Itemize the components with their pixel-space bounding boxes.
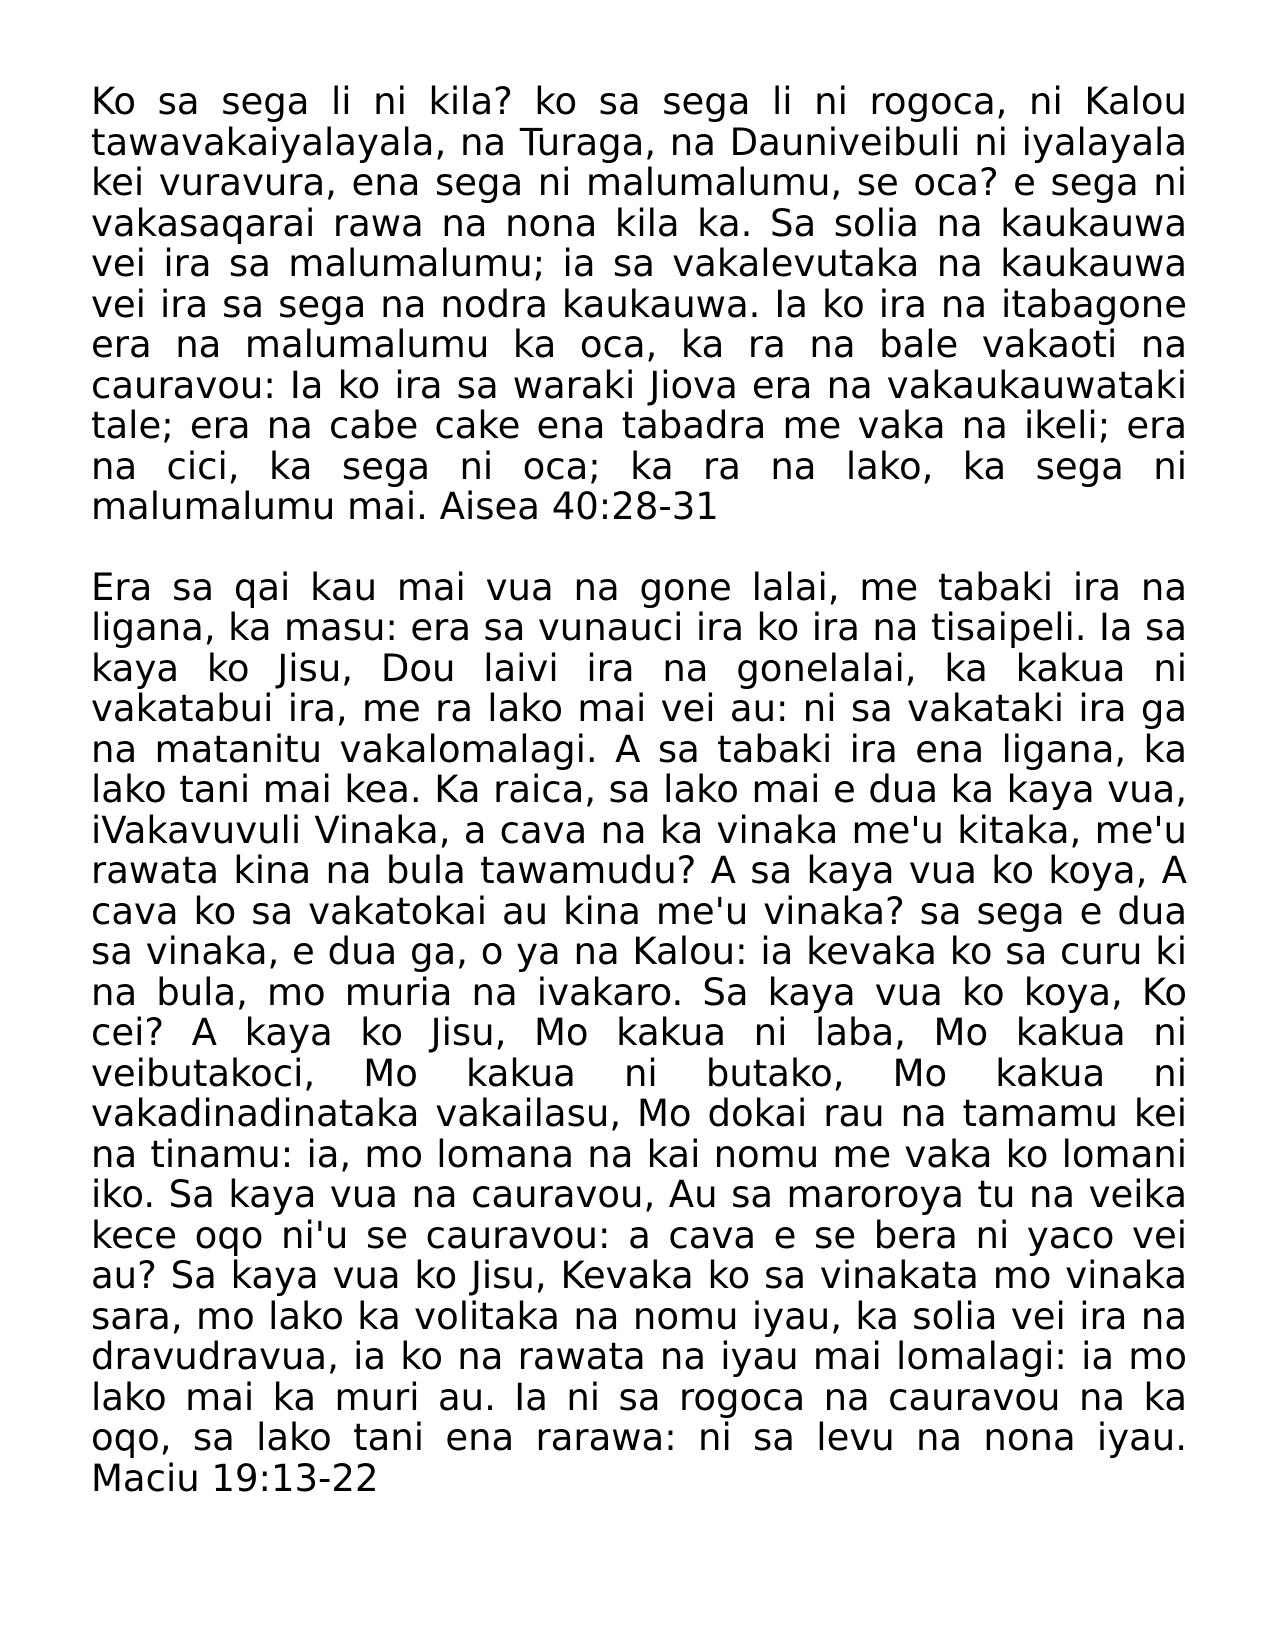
scripture-paragraph-aisea: Ko sa sega li ni kila? ko sa sega li ni rogoca, ni Kalou tawavakaiyalayala, na Turaga, na Dauniveibuli ni iyalayala kei vuravura, ena sega ni malumalumu, se oca? e sega ni vakasaqarai rawa na nona kila ka. Sa solia na kaukauwa vei ira sa malumalumu; ia sa vakalevutaka na kaukauwa vei ira sa sega na nodra kaukauwa. Ia ko ira na itabagone era na malumalumu ka oca, ka ra na bale vakaoti na cauravou: Ia ko ira sa waraki Jiova era na vakaukauwataki tale; era na cabe cake ena tabadra me vaka na ikeli; era na cici, ka sega ni oca; ka ra na lako, ka sega ni malumalumu mai. Aisea 40:28-31 xyxy=(91,80,1187,528)
document-page xyxy=(91,82,1187,1499)
scripture-paragraph-maciu: Era sa qai kau mai vua na gone lalai, me tabaki ira na ligana, ka masu: era sa vunauci ira ko ira na tisaipeli. Ia sa kaya ko Jisu, Dou laivi ira na gonelalai, ka kakua ni vakatabui ira, me ra lako mai vei au: ni sa vakataki ira ga na matanitu vakalomalagi. A sa tabaki ira ena ligana, ka lako tani mai kea. Ka raica, sa lako mai e dua ka kaya vua, iVakavuvuli Vinaka, a cava na ka vinaka me'u kitaka, me'u rawata kina na bula tawamudu? A sa kaya vua ko koya, A cava ko sa vakatokai au kina me'u vinaka? sa sega e dua sa vinaka, e dua ga, o ya na Kalou: ia kevaka ko sa curu ki na bula, mo muria na ivakaro. Sa kaya vua ko koya, Ko cei? A kaya ko Jisu, Mo kakua ni laba, Mo kakua ni veibutakoci, Mo kakua ni butako, Mo kakua ni vakadinadinataka vakailasu, Mo dokai rau na tamamu kei na tinamu: ia, mo lomana na kai nomu me vaka ko lomani iko. Sa kaya vua na cauravou, Au sa maroroya tu na veika kece oqo ni'u se cauravou: a cava e se bera ni yaco vei au? Sa kaya vua ko Jisu, Kevaka ko sa vinakata mo vinaka sara, mo lako ka volitaka na nomu iyau, ka solia vei ira na dravudravua, ia ko na rawata na iyau mai lomalagi: ia mo lako mai ka muri au. Ia ni sa rogoca na cauravou na ka oqo, sa lako tani ena rarawa: ni sa levu na nona iyau. Maciu 19:13-22 xyxy=(91,565,1187,1500)
